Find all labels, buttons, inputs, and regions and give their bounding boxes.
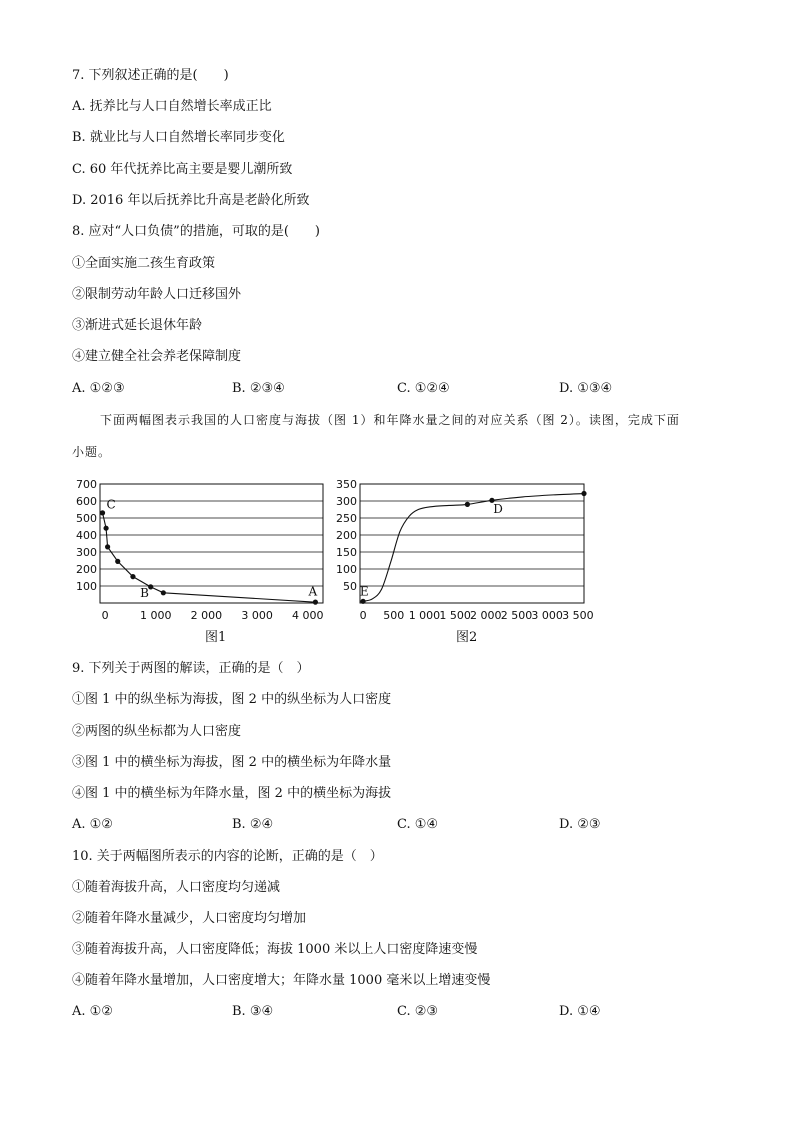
q7-stem: 7. 下列叙述正确的是( ) (72, 68, 229, 83)
x-tick-label: 2 000 (190, 609, 223, 622)
x-tick-label: 3 000 (241, 609, 273, 622)
figure-intro-line-2: 小题。 (72, 445, 112, 459)
q10-item-3: ③随着海拔升高，人口密度降低；海拔 1000 米以上人口密度降速变慢 (72, 942, 478, 957)
data-point (130, 574, 135, 579)
x-tick-label: 3 000 (531, 609, 563, 622)
point-label-d: D (493, 501, 503, 516)
q8-stem: 8. 应对“人口负债”的措施，可取的是( ) (72, 224, 320, 239)
q7-option-c: C. 60 年代抚养比高主要是婴儿潮所致 (72, 162, 293, 177)
data-point (360, 599, 365, 604)
q9-stem: 9. 下列关于两图的解读，正确的是（ ） (72, 661, 310, 676)
q7-option-d: D. 2016 年以后抚养比升高是老龄化所致 (72, 193, 310, 208)
y-tick-label: 350 (336, 478, 357, 491)
x-tick-label: 4 000 (292, 609, 324, 622)
figure-2-caption: 图2 (456, 630, 478, 645)
q7-option-a: A. 抚养比与人口自然增长率成正比 (72, 99, 272, 114)
y-tick-label: 100 (76, 580, 97, 593)
q10-choices (72, 1004, 722, 1020)
y-tick-label: 200 (76, 563, 97, 576)
q10-item-1: ①随着海拔升高，人口密度均匀递减 (72, 880, 281, 895)
data-point (105, 544, 110, 549)
y-tick-label: 150 (336, 546, 357, 559)
data-point (581, 491, 586, 496)
point-label-a: A (308, 584, 318, 599)
y-tick-label: 400 (76, 529, 97, 542)
q8-choices (72, 381, 722, 397)
y-tick-label: 200 (336, 529, 357, 542)
data-point (115, 559, 120, 564)
q10-choice-d: D. ①④ (559, 1004, 601, 1019)
q9-item-3: ③图 1 中的横坐标为海拔，图 2 中的横坐标为年降水量 (72, 755, 392, 770)
data-point (103, 526, 108, 531)
x-tick-label: 0 (101, 609, 109, 622)
y-tick-label: 50 (343, 580, 357, 593)
x-tick-label: 1 000 (140, 609, 172, 622)
data-point (100, 510, 105, 515)
q10-item-2: ②随着年降水量减少，人口密度均匀增加 (72, 911, 307, 926)
data-point (465, 502, 470, 507)
x-tick-label: 0 (359, 609, 367, 622)
x-tick-label: 1 000 (408, 609, 441, 622)
y-tick-label: 300 (76, 546, 97, 559)
q10-item-4: ④随着年降水量增加，人口密度增大；年降水量 1000 毫米以上增速变慢 (72, 973, 491, 988)
figure-intro-line-1: 下面两幅图表示我国的人口密度与海拔（图 1）和年降水量之间的对应关系（图 2）。读图，完成下面 (100, 413, 680, 427)
point-label-b: B (140, 586, 150, 601)
q7-option-b: B. 就业比与人口自然增长率同步变化 (72, 130, 285, 145)
q9-item-1: ①图 1 中的纵坐标为海拔，图 2 中的纵坐标为人口密度 (72, 692, 392, 707)
q8-choice-b: B. ②③④ (232, 381, 285, 396)
q10-choice-c: C. ②③ (397, 1004, 439, 1019)
point-label-c: C (106, 497, 116, 512)
y-tick-label: 500 (76, 512, 97, 525)
point-label-e: E (359, 584, 369, 599)
q8-choice-d: D. ①③④ (559, 381, 613, 396)
x-tick-label: 3 500 (562, 609, 594, 622)
q9-choice-d: D. ②③ (559, 817, 601, 832)
figure-1-caption: 图1 (205, 630, 227, 645)
q8-item-1: ①全面实施二孩生育政策 (72, 256, 216, 271)
q8-item-4: ④建立健全社会养老保障制度 (72, 349, 242, 364)
q8-item-2: ②限制劳动年龄人口迁移国外 (72, 287, 242, 302)
x-tick-label: 2 000 (470, 609, 502, 622)
y-tick-label: 600 (76, 495, 97, 508)
figure-2-chart (330, 478, 620, 628)
chart-frame (100, 484, 323, 603)
y-tick-label: 700 (76, 478, 97, 491)
data-point (161, 590, 166, 595)
y-tick-label: 250 (336, 512, 357, 525)
q8-choice-c: C. ①②④ (397, 381, 450, 396)
figure-1-chart (68, 478, 330, 628)
q9-choice-b: B. ②④ (232, 817, 274, 832)
q9-choice-a: A. ①② (72, 817, 113, 832)
y-tick-label: 100 (336, 563, 357, 576)
q9-choices (72, 817, 722, 833)
q8-item-3: ③渐进式延长退休年龄 (72, 318, 203, 333)
q9-item-4: ④图 1 中的横坐标为年降水量，图 2 中的横坐标为海拔 (72, 786, 392, 801)
series-line (363, 494, 584, 602)
q10-choice-a: A. ①② (72, 1004, 113, 1019)
q9-choice-c: C. ①④ (397, 817, 439, 832)
series-line (103, 513, 316, 602)
q9-item-2: ②两图的纵坐标都为人口密度 (72, 724, 242, 739)
q10-stem: 10. 关于两幅图所表示的内容的论断，正确的是（ ） (72, 849, 383, 864)
x-tick-label: 1 500 (439, 609, 471, 622)
q8-choice-a: A. ①②③ (72, 381, 125, 396)
q10-choice-b: B. ③④ (232, 1004, 274, 1019)
x-tick-label: 500 (383, 609, 405, 622)
chart-frame (360, 484, 584, 603)
x-tick-label: 2 500 (500, 609, 533, 622)
data-point (313, 600, 318, 605)
y-tick-label: 300 (336, 495, 357, 508)
